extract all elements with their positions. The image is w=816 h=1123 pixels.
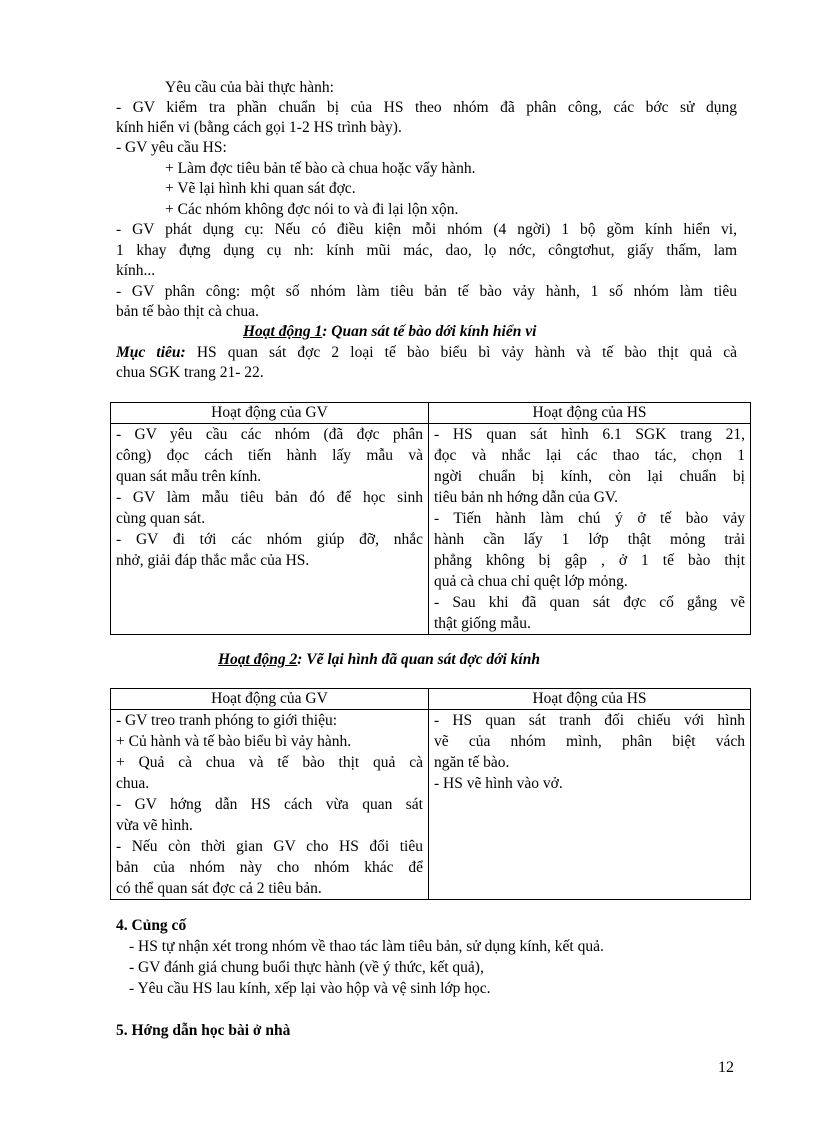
activity1-gv-line: - GV yêu cầu các nhóm (đã đợc phân	[116, 426, 423, 443]
activity1-hs-line: hành cần lấy 1 lớp thật mỏng trải	[434, 531, 745, 548]
gv-require-line: - GV yêu cầu HS:	[116, 139, 227, 156]
activity1-gv-line: cùng quan sát.	[116, 510, 206, 527]
activity2-title-text: : Vẽ lại hình đã quan sát đợc dới kính	[297, 651, 540, 668]
activity1-gv-line: quan sát mẫu trên kính.	[116, 468, 262, 485]
activity1-hs-line: thật giống mẫu.	[434, 615, 531, 632]
tools-line-2: 1 khay đựng dụng cụ nh: kính mũi mác, dao, lọ nớc, côngtơhut, giấy thấm, lam	[116, 242, 737, 259]
activity2-hs-line: ngăn tế bào.	[434, 754, 510, 771]
activity1-goal-text: HS quan sát đợc 2 loại tế bào biểu bì vảy hành và tế bào thịt quả cà	[185, 344, 737, 361]
tools-line-3: kính...	[116, 262, 156, 279]
requirement-item-2: + Vẽ lại hình khi quan sát đợc.	[165, 180, 356, 197]
activity1-hs-line: tiêu bản nh hớng dẫn của GV.	[434, 489, 618, 506]
activity2-gv-line: có thể quan sát đợc cả 2 tiêu bản.	[116, 880, 322, 897]
activity2-gv-line: chua.	[116, 775, 150, 792]
activity1-hs-line: đọc và nhắc lại các thao tác, chọn 1	[434, 447, 745, 464]
activity2-table	[110, 688, 751, 900]
activity2-hs-line: - HS quan sát tranh đối chiếu với hình	[434, 712, 745, 729]
activity1-hs-line: ngời chuẩn bị kính, còn lại chuẩn bị	[434, 468, 745, 485]
activity2-header-hs: Hoạt động của HS	[429, 689, 751, 710]
activity2-gv-cell	[111, 710, 429, 900]
requirement-item-1: + Làm đợc tiêu bản tế bào cà chua hoặc vẩy hành.	[165, 160, 476, 177]
activity2-title-label: Hoạt động 2	[218, 651, 298, 668]
activity1-title	[243, 322, 536, 342]
activity1-title-label: Hoạt động 1	[243, 323, 323, 340]
activity1-goal-line	[116, 343, 737, 363]
gv-check-line: - GV kiểm tra phần chuẩn bị của HS theo nhóm đã phân công, các bớc sử dụng	[116, 99, 737, 116]
activity2-gv-line: - GV treo tranh phóng to giới thiệu:	[116, 712, 338, 729]
tools-line-1: - GV phát dụng cụ: Nếu có điều kiện mỗi nhóm (4 ngời) 1 bộ gồm kính hiển vi,	[116, 221, 737, 238]
activity1-header-gv: Hoạt động của GV	[111, 403, 429, 424]
activity2-gv-line: - Nếu còn thời gian GV cho HS đổi tiêu	[116, 838, 423, 855]
activity1-title-text: : Quan sát tế bào dới kính hiển vi	[322, 323, 537, 340]
activity1-hs-line: - Sau khi đã quan sát đợc cố gắng vẽ	[434, 594, 745, 611]
activity2-gv-line: - GV hớng dẫn HS cách vừa quan sát	[116, 796, 423, 813]
activity1-hs-line: - HS quan sát hình 6.1 SGK trang 21,	[434, 426, 745, 443]
activity2-title	[218, 650, 540, 670]
activity1-hs-line: phẳng không bị gập , ở 1 tế bào thịt	[434, 552, 745, 569]
activity1-table	[110, 402, 751, 635]
activity2-gv-line: + Quả cà chua và tế bào thịt quả cà	[116, 754, 423, 771]
activity2-header-gv: Hoạt động của GV	[111, 689, 429, 710]
activity1-goal-line-cont: chua SGK trang 21- 22.	[116, 364, 264, 381]
activity1-goal-label: Mục tiêu:	[116, 344, 186, 361]
activity2-gv-line: bản của nhóm này cho nhóm khác để	[116, 859, 423, 876]
activity1-hs-line: - Tiến hành làm chú ý ở tế bào vảy	[434, 510, 745, 527]
activity2-hs-line: vẽ của nhóm mình, phân biệt vách	[434, 733, 745, 750]
section4-item: - GV đánh giá chung buổi thực hành (về ý thức, kết quả),	[129, 959, 484, 976]
activity1-hs-cell	[429, 424, 751, 635]
gv-check-line-cont: kính hiển vi (bằng cách gọi 1-2 HS trình bày).	[116, 119, 402, 136]
activity1-hs-line: quả cà chua chỉ quệt lớp mỏng.	[434, 573, 628, 590]
section4-item: - HS tự nhận xét trong nhóm về thao tác làm tiêu bản, sử dụng kính, kết quả.	[129, 938, 604, 955]
activity2-gv-line: + Củ hành và tế bào biểu bì vảy hành.	[116, 733, 352, 750]
practice-requirements-heading: Yêu cầu của bài thực hành:	[165, 79, 334, 96]
activity1-gv-line: nhở, giải đáp thắc mắc của HS.	[116, 552, 310, 569]
assign-line-1: - GV phân công: một số nhóm làm tiêu bản tế bào vảy hành, 1 số nhóm làm tiêu	[116, 283, 737, 300]
activity1-gv-line: - GV làm mẫu tiêu bản đó để học sinh	[116, 489, 423, 506]
section4-item: - Yêu cầu HS lau kính, xếp lại vào hộp và vệ sinh lớp học.	[129, 980, 491, 997]
activity2-hs-cell	[429, 710, 751, 900]
assign-line-2: bản tế bào thịt cà chua.	[116, 303, 259, 320]
section4-heading: 4. Củng cố	[116, 917, 187, 934]
activity1-header-hs: Hoạt động của HS	[429, 403, 751, 424]
activity1-gv-cell	[111, 424, 429, 635]
page-number: 12	[718, 1059, 734, 1076]
requirement-item-3: + Các nhóm không đợc nói to và đi lại lộn xộn.	[165, 201, 459, 218]
activity2-gv-line: vừa vẽ hình.	[116, 817, 193, 834]
section5-heading: 5. Hớng dẫn học bài ở nhà	[116, 1022, 291, 1039]
activity1-gv-line: công) đọc cách tiến hành lấy mẫu và	[116, 447, 423, 464]
activity1-gv-line: - GV đi tới các nhóm giúp đỡ, nhắc	[116, 531, 423, 548]
activity2-hs-line: - HS vẽ hình vào vở.	[434, 775, 563, 792]
